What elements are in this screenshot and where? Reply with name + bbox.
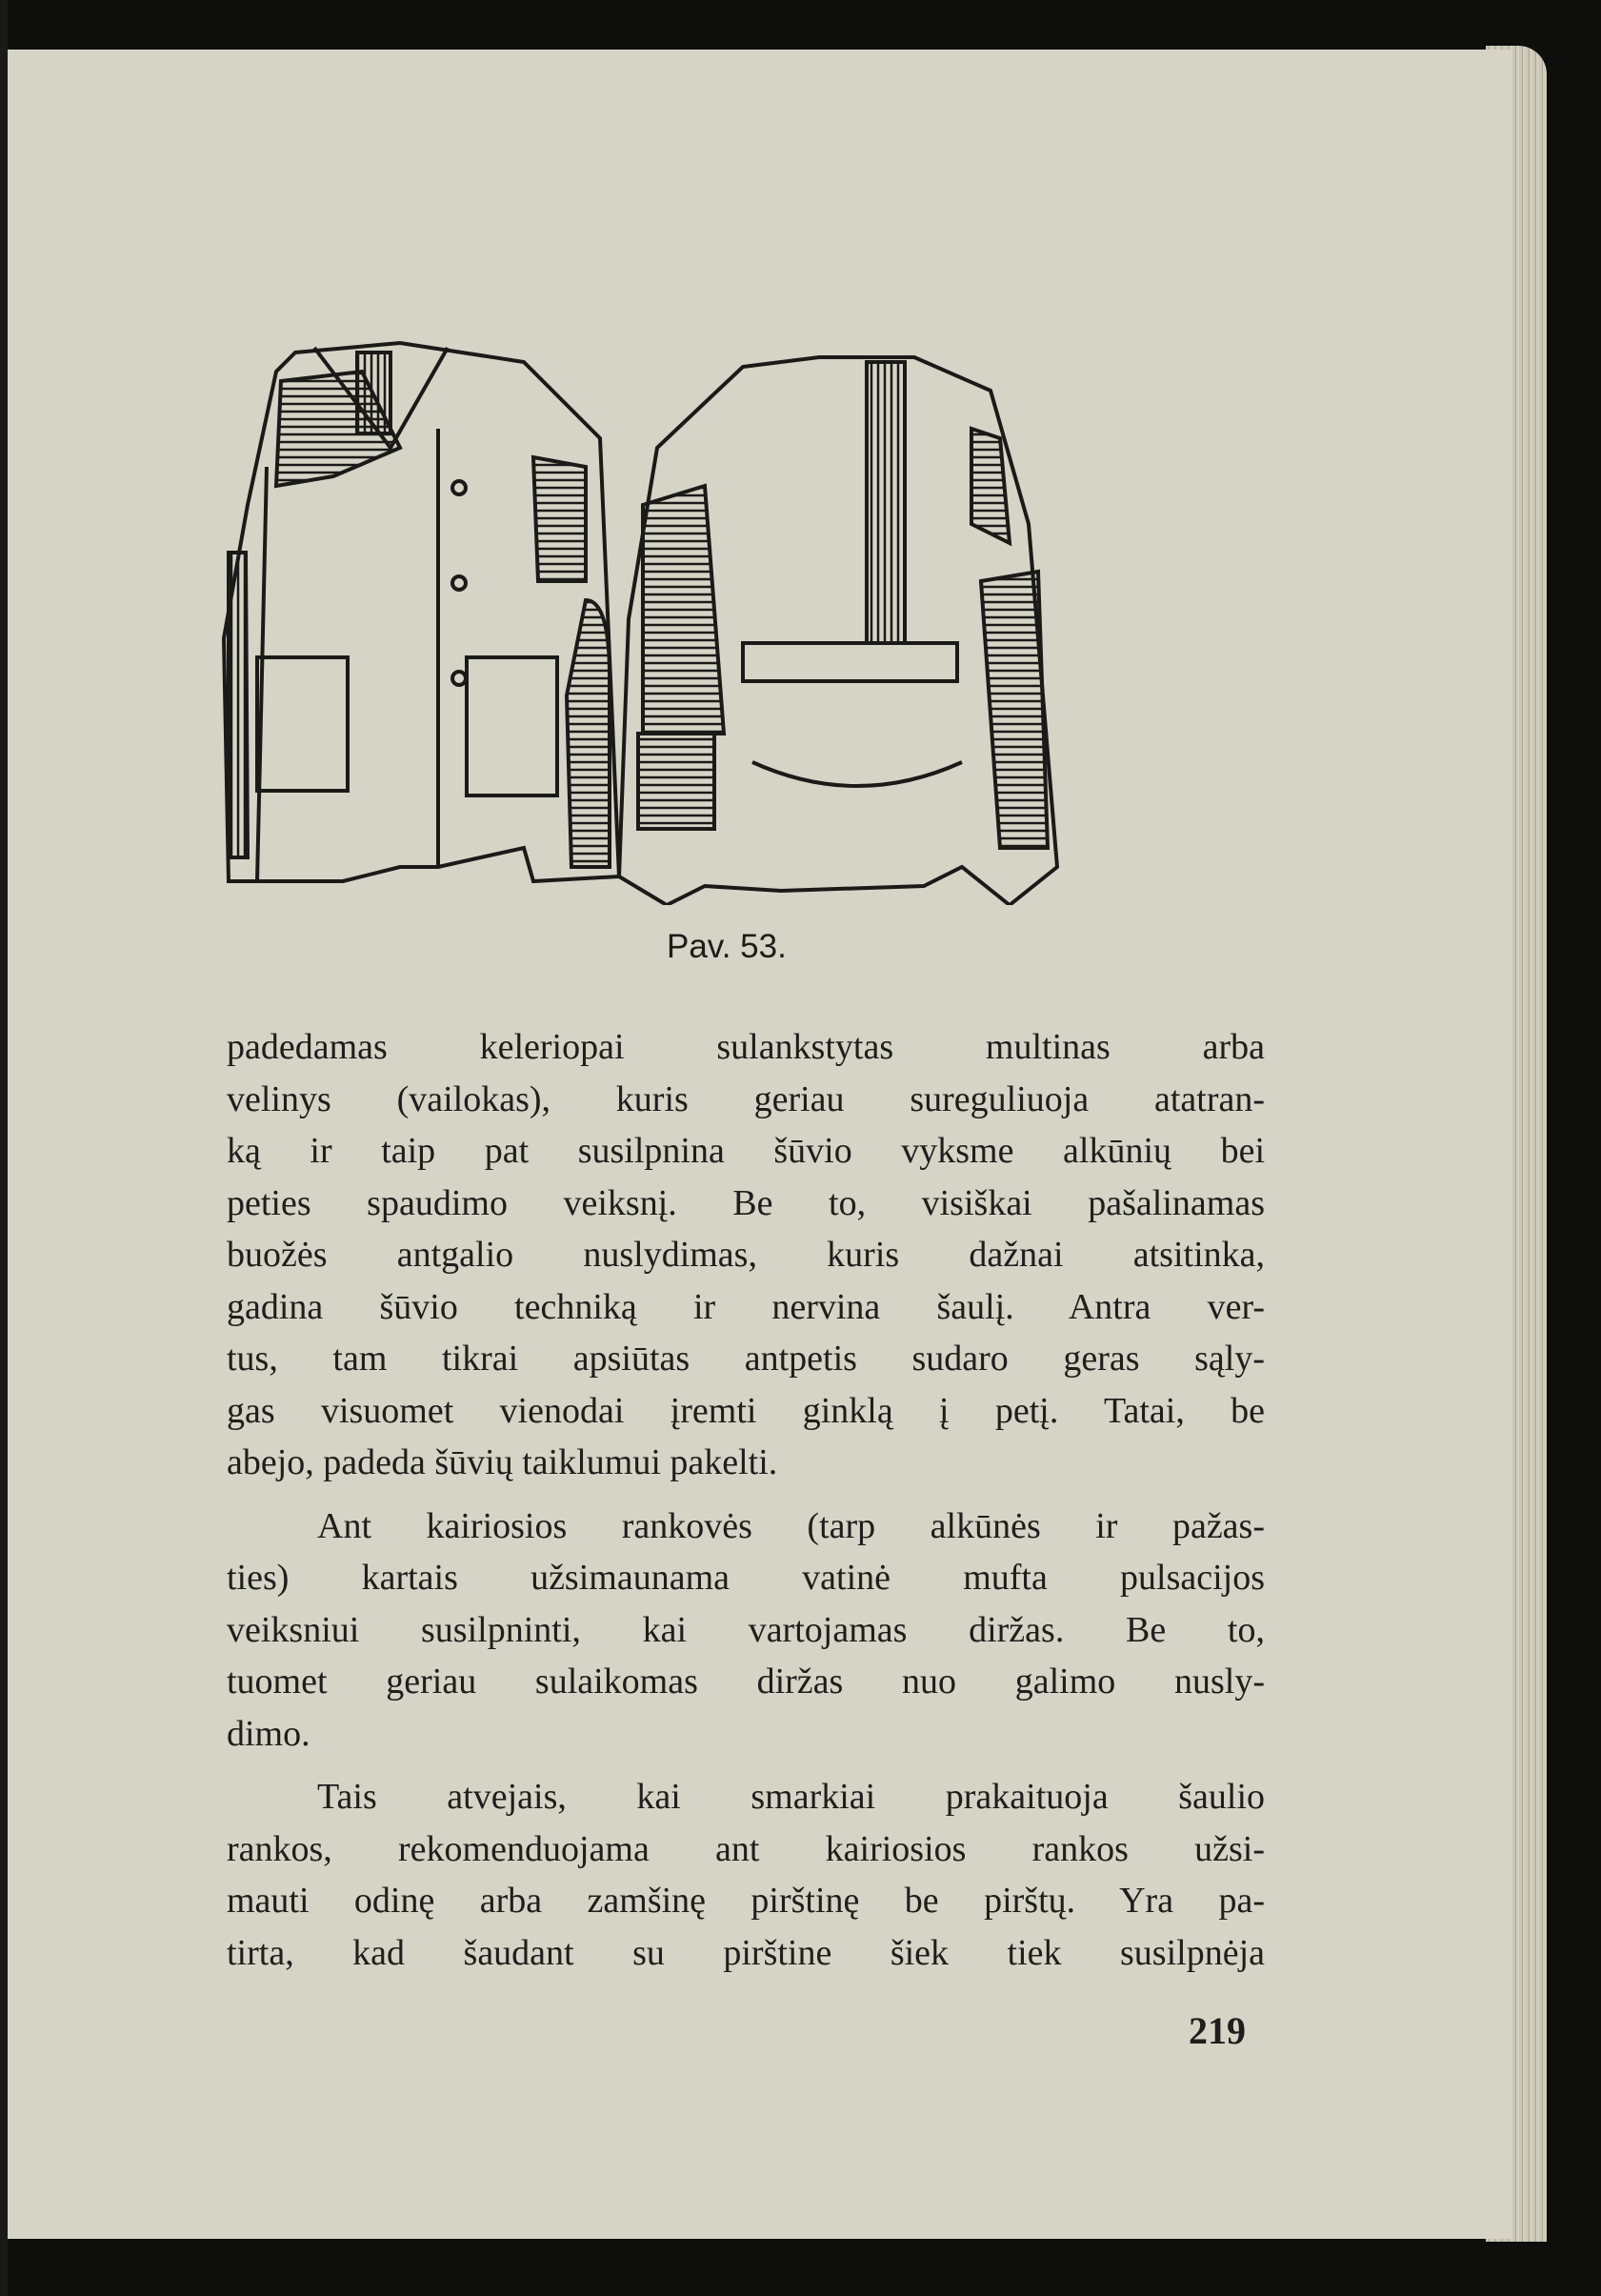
- text-line: abejo, padeda šūvių taiklumui pakelti.: [227, 1442, 778, 1482]
- text-line: gadina šūvio techniką ir nervina šaulį. Antra ver-: [227, 1286, 1265, 1327]
- jacket-back: [619, 357, 1057, 905]
- text-line: ką ir taip pat susilpnina šūvio vyksme alkūnių bei: [227, 1131, 1265, 1171]
- jacket-front: [224, 343, 619, 881]
- text-line: rankos, rekomenduojama ant kairiosios rankos užsi-: [227, 1828, 1265, 1869]
- scan-border: [0, 0, 8, 2296]
- jacket-illustration: [210, 333, 1257, 905]
- body-text: [227, 1021, 1265, 1979]
- text-line: tirta, kad šaudant su pirštine šiek tiek susilpnėja: [227, 1932, 1265, 1973]
- text-line: mauti odinę arba zamšinę pirštinę be pirštų. Yra pa-: [227, 1881, 1265, 1921]
- text-line: veiksniui susilpninti, kai vartojamas diržas. Be to,: [227, 1609, 1265, 1650]
- text-line: Tais atvejais, kai smarkiai prakaituoja šaulio: [317, 1777, 1265, 1817]
- text-line: tus, tam tikrai apsiūtas antpetis sudaro geras sąly-: [227, 1339, 1265, 1379]
- text-line: Ant kairiosios rankovės (tarp alkūnės ir pažas-: [317, 1505, 1265, 1546]
- text-line: velinys (vailokas), kuris geriau sureguliuoja atatran-: [227, 1078, 1265, 1119]
- page-number: 219: [1189, 2009, 1246, 2052]
- text-line: peties spaudimo veiksnį. Be to, visiškai pašalinamas: [227, 1182, 1265, 1223]
- paragraph: [227, 1021, 1265, 1489]
- paragraph: [227, 1500, 1265, 1761]
- text-line: ties) kartais užsimaunama vatinė mufta pulsacijos: [227, 1558, 1265, 1598]
- text-line: dimo.: [227, 1713, 310, 1754]
- figure-caption: Pav. 53.: [667, 928, 787, 965]
- text-line: padedamas keleriopai sulankstytas multinas arba: [227, 1027, 1265, 1067]
- text-line: buožės antgalio nuslydimas, kuris dažnai atsitinka,: [227, 1235, 1265, 1275]
- text-line: gas visuomet vienodai įremti ginklą į petį. Tatai, be: [227, 1390, 1265, 1431]
- text-line: tuomet geriau sulaikomas diržas nuo galimo nusly-: [227, 1662, 1265, 1702]
- paragraph: [227, 1771, 1265, 1979]
